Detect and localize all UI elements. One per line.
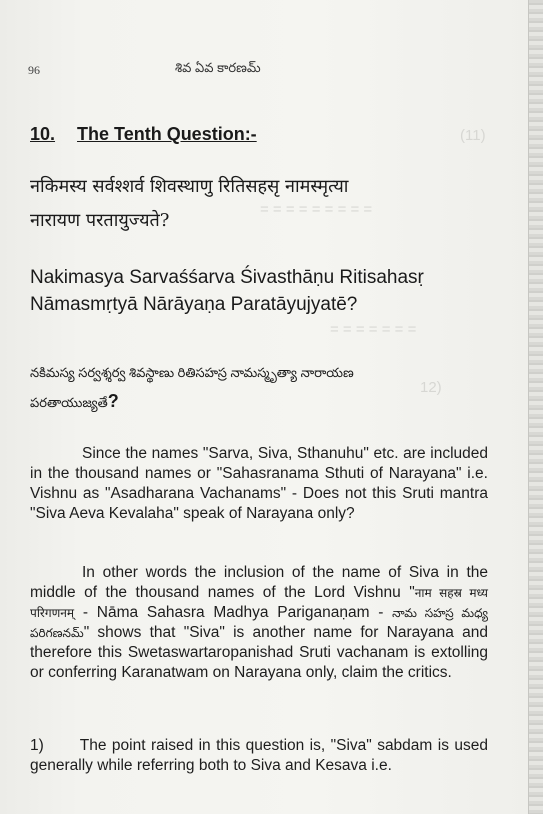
telugu-verse [30, 358, 510, 417]
paragraph-text: In other words the inclusion of the name of Siva in the middle of the thousand names of the Lord Vishnu " [30, 564, 488, 601]
question-number: 10. [30, 124, 56, 144]
telugu-line-2 [30, 387, 510, 417]
question-heading [30, 124, 257, 145]
sanskrit-verse [30, 170, 500, 238]
paragraph-text: Since the names "Sarva, Siva, Sthanuhu" etc. are included in the thousand names or "Sahasranama Sthuti of Narayana" i.e. Vishnu as "Asadharana Vachanams" - Does not this Sruti mantra "Siva Aeva Kevalaha" speak of Narayana only? [30, 445, 488, 522]
bleed-through-text: = = = = = = = = = [260, 201, 373, 218]
point-number: 1) [30, 737, 44, 754]
paragraph-2 [30, 563, 488, 683]
telugu-line: నకిమస్య సర్వశ్శర్వ శివస్థాణు రితిసహస్ర నామస్మృత్యా నారాయణ [30, 365, 354, 380]
question-mark: ? [107, 391, 119, 411]
sanskrit-line: नकिमस्य सर्वश्शर्व शिवस्थाणु रितिसहसृ नामस्मृत्या [30, 176, 349, 197]
telugu-line: పరతాయుజ్యతే [30, 395, 108, 410]
devanagari-phrase: नाम सहस्र मध्य परिगणनम् [30, 586, 488, 620]
bleed-through-text: (11) [460, 127, 486, 144]
paragraph-text: " shows that "Siva" is another name for Narayana and therefore this Swetaswartaropanishad Sruti vachanam is extolling or conferring Karanatwam on Narayana only, claim the critics. [30, 624, 488, 681]
running-title: శివ ఏవ కారణమ్ [175, 60, 261, 75]
bleed-through-text: = = = = = = = [330, 321, 417, 338]
bleed-through-text: 12) [420, 379, 442, 396]
telugu-phrase: నామ సహస్ర మధ్య పరిగణనమ్ [30, 606, 488, 640]
paragraph-text: - Nāma Sahasra Madhya Pariganaṇam - [74, 604, 393, 621]
transliteration [30, 264, 510, 318]
transliteration-line: Nāmasmṛtyā Nārāyaṇa Paratāyujyatē? [30, 294, 358, 315]
page-number: 96 [28, 63, 40, 77]
question-title: The Tenth Question:- [77, 124, 257, 144]
transliteration-line: Nakimasya Sarvaśśarva Śivasthāṇu Ritisahasṛ [30, 267, 424, 288]
paragraph-1 [30, 444, 488, 524]
paragraph-text: The point raised in this question is, "Siva" sabdam is used generally while referring both to Siva and Kesava i.e. [30, 737, 488, 774]
sanskrit-line: नारायण परतायुज्यते? [30, 210, 170, 231]
page-stack-edge [528, 0, 543, 814]
paragraph-3 [30, 736, 488, 776]
